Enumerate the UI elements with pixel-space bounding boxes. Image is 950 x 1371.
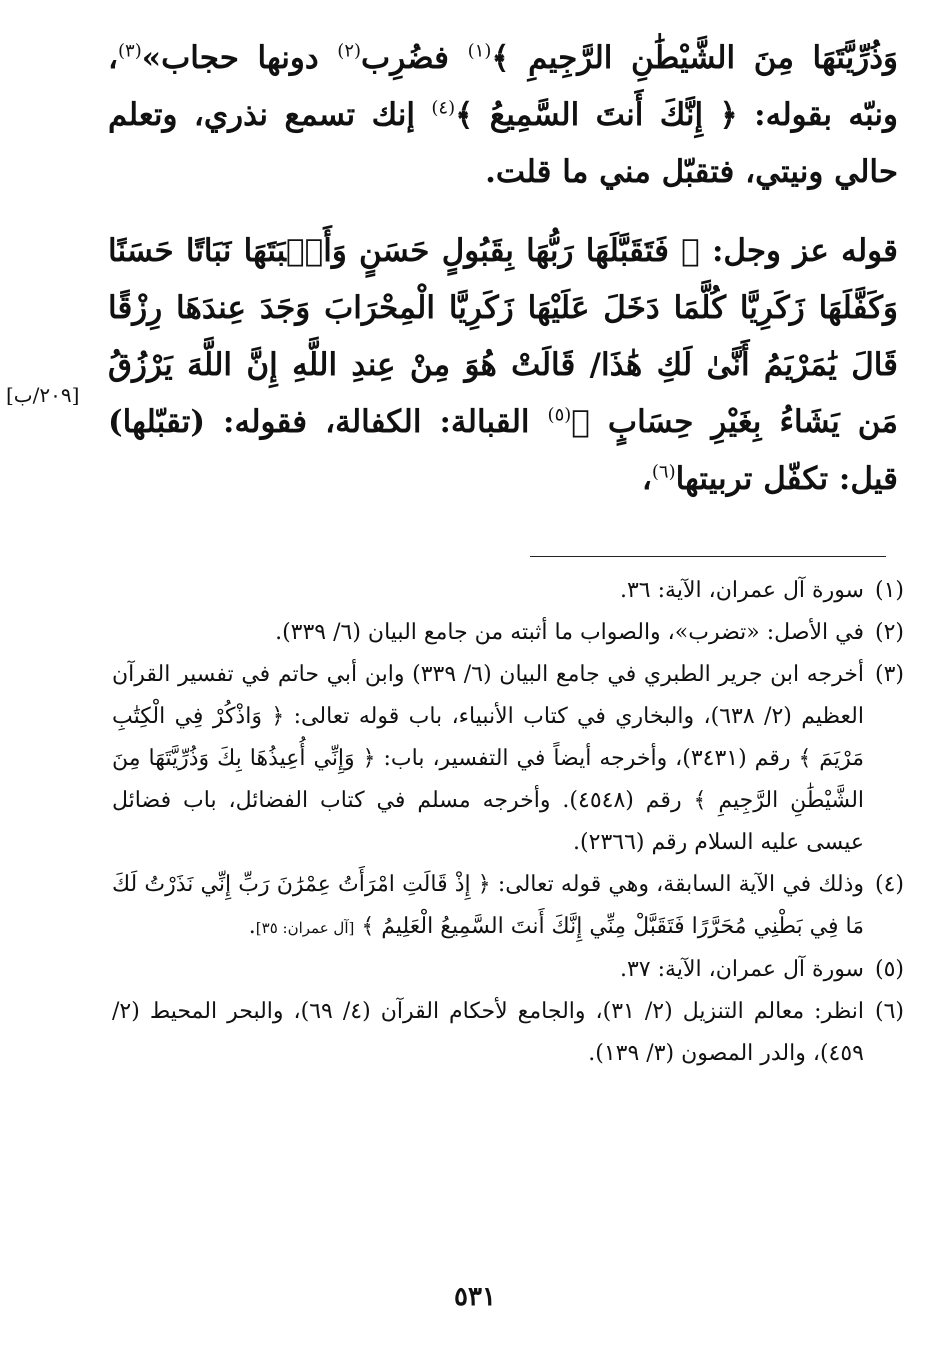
footnote-item [112, 949, 904, 991]
footnote-ref-5: (٥) [547, 404, 572, 426]
footnote-text: في الأصل: «تضرب»، والصواب ما أثبته من جامع البيان (٦/ ٣٣٩). [275, 620, 864, 645]
text-segment: دونها حجاب» [141, 40, 338, 76]
footnote-number: (٥) [874, 957, 904, 982]
text-segment: إنك تسمع نذري، وتعلم حالي ونيتي، فتقبّل مني ما قلت. [108, 97, 898, 190]
surah-citation: [آل عمران: ٣٥] [255, 919, 355, 937]
footnote-ref-4: (٤) [431, 97, 456, 119]
footnotes [112, 570, 904, 1075]
footnote-number: (١) [874, 578, 904, 603]
footnote-item [112, 654, 904, 864]
footnote-text: سورة آل عمران، الآية: ٣٦. [619, 578, 864, 603]
footnote-number: (٦) [874, 999, 904, 1024]
paragraph-2 [108, 223, 898, 508]
footnote-text: أخرجه ابن جرير الطبري في جامع البيان (٦/ ٣٣٩) وابن أبي حاتم في تفسير القرآن العظيم (٢/ ٦٣٨)، والبخاري في كتاب الأنبياء، باب قوله تعالى: ﴿ وَاذْكُرْ فِي الْكِتَٰبِ مَرْيَمَ ﴾ رقم (٣٤٣١)، وأخرجه أيضاً في التفسير، باب: ﴿ وَإِنِّي أُعِيذُهَا بِكَ وَذُرِّيَّتَهَا مِنَ الشَّيْطَٰنِ الرَّجِيمِ ﴾ رقم (٤٥٤٨). وأخرجه مسلم في كتاب الفضائل، باب فضائل عيسى عليه السلام رقم (٢٣٦٦). [112, 662, 865, 855]
footnote-ref-6: (٦) [651, 461, 676, 483]
footnote-ref-1: (١) [467, 40, 492, 62]
footnote-number: (٣) [874, 662, 904, 687]
text-segment: ، ونبّه بقوله: ﴿ إِنَّكَ أَنتَ السَّمِيعُ ﴾ [108, 40, 898, 133]
manuscript-folio-marker: [٢٠٩/ب] [6, 383, 80, 407]
footnote-number: (٢) [874, 620, 904, 645]
footnote-text: سورة آل عمران، الآية: ٣٧. [619, 957, 864, 982]
page-number: ٥٣١ [454, 1282, 496, 1312]
footnote-text-container [112, 864, 864, 949]
paragraph-1 [108, 30, 898, 201]
footnote-ref-2: (٢) [337, 40, 362, 62]
footnote-item [112, 612, 904, 654]
text-segment: القبالة: الكفالة، فقوله: (تقبّلها) قيل: تكفّل تربيتها [108, 404, 898, 497]
text-segment: ، [641, 461, 652, 497]
footnote-end-mark: . [248, 914, 256, 939]
main-text [108, 30, 898, 508]
footnote-number: (٤) [874, 872, 904, 897]
text-segment: فضُرِب [361, 40, 468, 76]
footnote-ref-3: (٣) [118, 40, 142, 62]
quran-verse: ﴿ فَتَقَبَّلَهَا رَبُّهَا بِقَبُولٍ حَسَنٍ وَأَنۢبَتَهَا نَبَاتًا حَسَنًا وَكَفَّلَهَا زَكَرِيَّا كُلَّمَا دَخَلَ عَلَيْهَا زَكَرِيَّا الْمِحْرَابَ وَجَدَ عِندَهَا رِزْقًا قَالَ يَٰمَرْيَمُ أَنَّىٰ لَكِ هَٰذَا/ قَالَتْ هُوَ مِنْ عِندِ اللَّهِ إِنَّ اللَّهَ يَرْزُقُ مَن يَشَاءُ بِغَيْرِ حِسَابٍ ﴾ [108, 233, 898, 440]
paragraph-gap [108, 201, 898, 223]
text-segment: قوله عز وجل: [699, 233, 898, 269]
footnote-item [112, 864, 904, 949]
quran-verse: وَذُرِّيَّتَهَا مِنَ الشَّيْطَٰنِ الرَّجِيمِ ﴾ [491, 40, 898, 76]
footnote-text: انظر: معالم التنزيل (٢/ ٣١)، والجامع لأحكام القرآن (٤/ ٦٩)، والبحر المحيط (٢/ ٤٥٩)، والدر المصون (٣/ ١٣٩). [112, 999, 865, 1066]
footnote-separator [530, 556, 886, 557]
footnote-item [112, 570, 904, 612]
footnote-item [112, 991, 904, 1075]
footnote-text: وذلك في الآية السابقة، وهي قوله تعالى: ﴿ إِذْ قَالَتِ امْرَأَتُ عِمْرَٰنَ رَبِّ إِنِّي نَذَرْتُ لَكَ مَا فِي بَطْنِي مُحَرَّرًا فَتَقَبَّلْ مِنِّي إِنَّكَ أَنتَ السَّمِيعُ الْعَلِيمُ ﴾ [112, 872, 864, 939]
